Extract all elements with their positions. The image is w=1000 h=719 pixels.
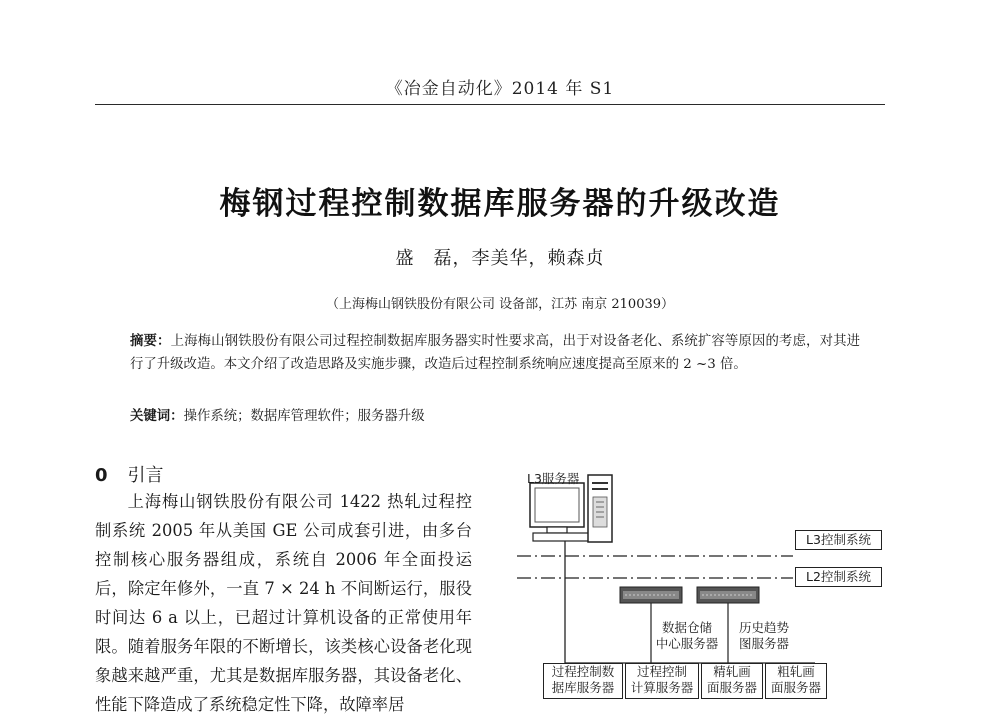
keyboard-icon [533,533,589,541]
process-db-server-box: 过程控制数 据库服务器 [543,663,623,699]
abstract-label: 摘要： [130,334,171,349]
process-compute-server-box: 过程控制 计算服务器 [625,663,699,699]
datawarehouse-server-label: 数据仓储 中心服务器 [653,620,721,654]
keywords-text: 操作系统；数据库管理软件；服务器升级 [183,409,425,424]
l3-system-box: L3控制系统 [795,530,882,550]
rack-server-icon [620,587,682,603]
keywords [130,405,860,424]
keywords-label: 关键词： [130,409,184,424]
section-number: 0 [95,465,108,486]
section-heading [95,461,164,487]
rack-server-icon [697,587,759,603]
journal-header: 《冶金自动化》2014 年 S1 [385,79,615,99]
header-rule [95,104,885,105]
article-authors: 盛 磊，李美华，赖森贞 [395,248,605,269]
section-title: 引言 [127,465,164,486]
abstract [130,330,860,376]
network-diagram [485,455,905,695]
body-paragraph: 上海梅山钢铁股份有限公司 1422 热轧过程控制系统 2005 年从美国 GE 公司成套引进，由多台控制核心服务器组成，系统自 2006 年全面投运后，除定年修外，一直 7 × 24 h 不间断运行，服役时间达 6 a 以上，已超过计算机设备的正常使用年限。随着服务年限的不断增长，该类核心设备老化现象越来越严重，尤其是数据库服务器，其设备老化、性能下降造成了系统稳定性下降，故障率居 [95,492,472,714]
article-affiliation: （上海梅山钢铁股份有限公司 设备部，江苏 南京 210039） [325,297,675,312]
abstract-text: 上海梅山钢铁股份有限公司过程控制数据库服务器实时性要求高，出于对设备老化、系统扩容等原因的考虑，对其进行了升级改造。本文介绍了改造思路及实施步骤，改造后过程控制系统响应速度提高至原来的 2 ~3 倍。 [130,334,861,372]
article-title: 梅钢过程控制数据库服务器的升级改造 [219,186,781,222]
l3-server-label: L3服务器 [527,471,580,486]
finishing-hmi-server-box: 精轧画 面服务器 [701,663,763,699]
history-trend-server-label: 历史趋势 图服务器 [730,620,798,654]
l2-system-box: L2控制系统 [795,567,882,587]
roughing-hmi-server-box: 粗轧画 面服务器 [765,663,827,699]
